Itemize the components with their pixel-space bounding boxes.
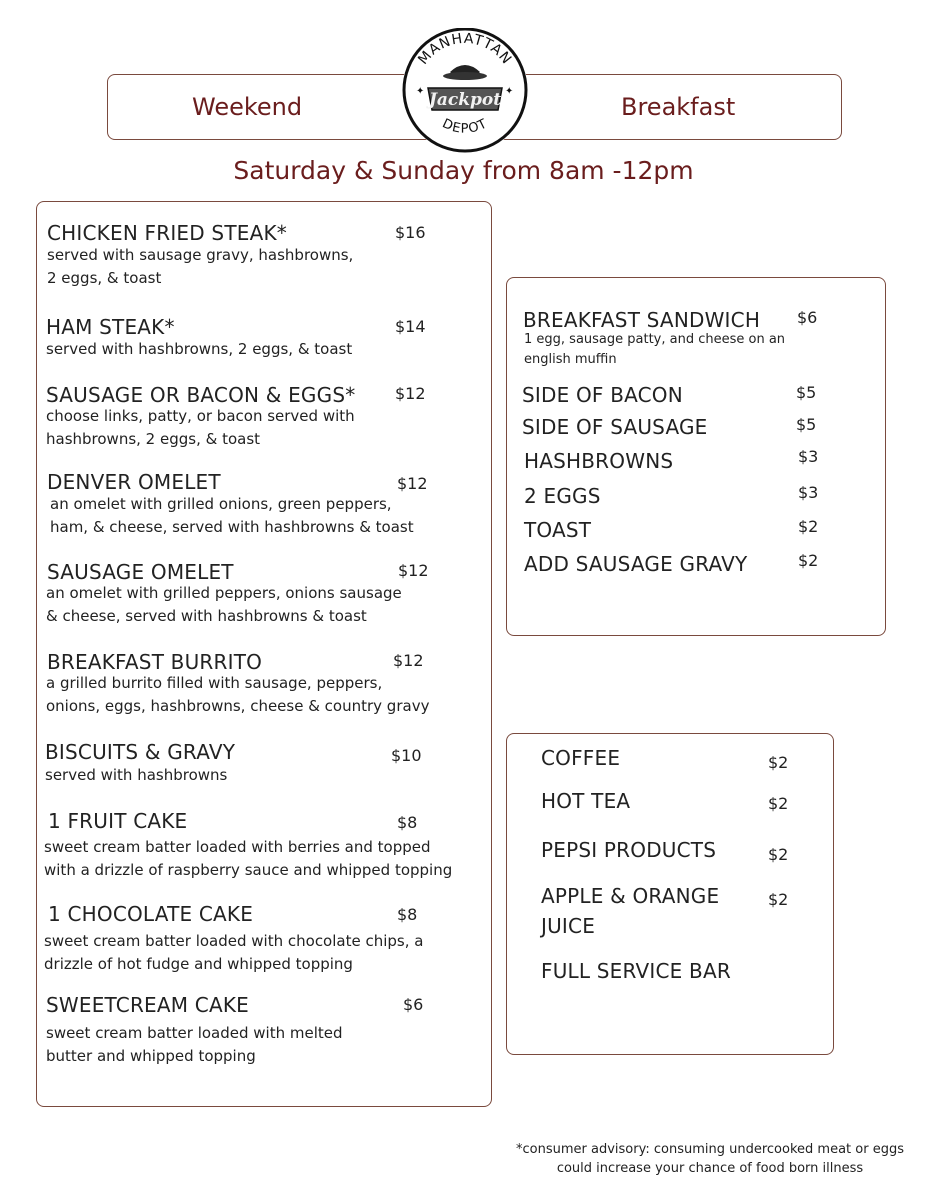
menu-item-name: 1 FRUIT CAKE	[48, 809, 188, 833]
sides-item-price: $3	[798, 483, 819, 502]
menu-item-desc: served with hashbrowns	[45, 766, 228, 784]
sides-item-desc: 1 egg, sausage patty, and cheese on an english muffin	[524, 332, 786, 367]
menu-item-name: CHICKEN FRIED STEAK*	[47, 221, 287, 245]
sides-item-name: BREAKFAST SANDWICH	[523, 308, 761, 332]
menu-item-name: 1 CHOCOLATE CAKE	[48, 902, 254, 926]
menu-item-price: $12	[393, 651, 424, 670]
menu-item-price: $16	[395, 223, 426, 242]
drink-item-price: $2	[768, 890, 789, 909]
menu-item-name: SAUSAGE OMELET	[47, 560, 234, 584]
sides-item-price: $3	[798, 447, 819, 466]
sides-item-price: $5	[796, 415, 817, 434]
hours-subtitle: Saturday & Sunday from 8am -12pm	[233, 156, 694, 185]
sides-item-price: $6	[797, 308, 818, 327]
menu-item-desc: sweet cream batter loaded with chocolate chips, a drizzle of hot fudge and whipped topping	[44, 932, 424, 973]
sides-item-price: $5	[796, 383, 817, 402]
logo-top-text: MANHATTAN	[415, 30, 515, 68]
menu-item-desc: an omelet with grilled peppers, onions sausage & cheese, served with hashbrowns & toast	[46, 584, 402, 625]
sides-item-price: $2	[798, 517, 819, 536]
menu-item-price: $10	[391, 746, 422, 765]
header-breakfast: Breakfast	[621, 93, 736, 121]
drink-item-price: $2	[768, 794, 789, 813]
logo-emblem	[400, 28, 530, 158]
menu-item-desc: a grilled burrito filled with sausage, peppers, onions, eggs, hashbrowns, cheese & country gravy	[46, 674, 430, 715]
menu-item-price: $8	[397, 905, 418, 924]
header-weekend: Weekend	[192, 93, 303, 121]
menu-item-desc: served with hashbrowns, 2 eggs, & toast	[46, 340, 353, 358]
svg-text:✦: ✦	[416, 86, 425, 97]
drink-item-price: $2	[768, 753, 789, 772]
drink-item-name: APPLE & ORANGE	[541, 884, 720, 908]
menu-item-price: $12	[395, 384, 426, 403]
menu-item-name: SWEETCREAM CAKE	[46, 993, 249, 1017]
menu-item-price: $12	[398, 561, 429, 580]
logo-bottom-text: DEPOT	[439, 116, 491, 137]
sides-item-name: HASHBROWNS	[524, 449, 674, 473]
menu-item-price: $14	[395, 317, 426, 336]
menu-item-name: BISCUITS & GRAVY	[45, 740, 236, 764]
menu-item-name: BREAKFAST BURRITO	[47, 650, 263, 674]
logo	[400, 28, 530, 158]
sides-item-name: TOAST	[524, 518, 592, 542]
logo-middle-text: Jackpot	[428, 90, 502, 110]
menu-item-desc: sweet cream batter loaded with berries and topped with a drizzle of raspberry sauce and whipped topping	[44, 838, 453, 879]
menu-item-name: DENVER OMELET	[47, 470, 221, 494]
menu-item-desc: an omelet with grilled onions, green peppers, ham, & cheese, served with hashbrowns & toast	[50, 495, 414, 536]
drink-item-name: COFFEE	[541, 746, 621, 770]
drink-item-name: HOT TEA	[541, 789, 631, 813]
consumer-advisory: *consumer advisory: consuming undercooked meat or eggs could increase your chance of food born illness	[516, 1142, 904, 1176]
menu-item-price: $12	[397, 474, 428, 493]
menu-item-desc: served with sausage gravy, hashbrowns, 2 eggs, & toast	[47, 246, 354, 287]
menu-item-desc: sweet cream batter loaded with melted butter and whipped topping	[46, 1024, 343, 1065]
menu-item-desc: choose links, patty, or bacon served with hashbrowns, 2 eggs, & toast	[46, 407, 355, 448]
sides-item-name: SIDE OF SAUSAGE	[522, 415, 708, 439]
menu-item-name: SAUSAGE OR BACON & EGGS*	[46, 383, 356, 407]
drink-item-name: PEPSI PRODUCTS	[541, 838, 717, 862]
sides-item-name: ADD SAUSAGE GRAVY	[524, 552, 748, 576]
svg-text:✦: ✦	[505, 86, 514, 97]
drink-item-name-line2: JUICE	[541, 914, 596, 938]
drink-item-price: $2	[768, 845, 789, 864]
menu-item-name: HAM STEAK*	[46, 315, 175, 339]
menu-item-price: $6	[403, 995, 424, 1014]
drink-item-name: FULL SERVICE BAR	[541, 959, 731, 983]
sides-item-name: SIDE OF BACON	[522, 383, 683, 407]
sides-item-price: $2	[798, 551, 819, 570]
sides-item-name: 2 EGGS	[524, 484, 601, 508]
menu-item-price: $8	[397, 813, 418, 832]
